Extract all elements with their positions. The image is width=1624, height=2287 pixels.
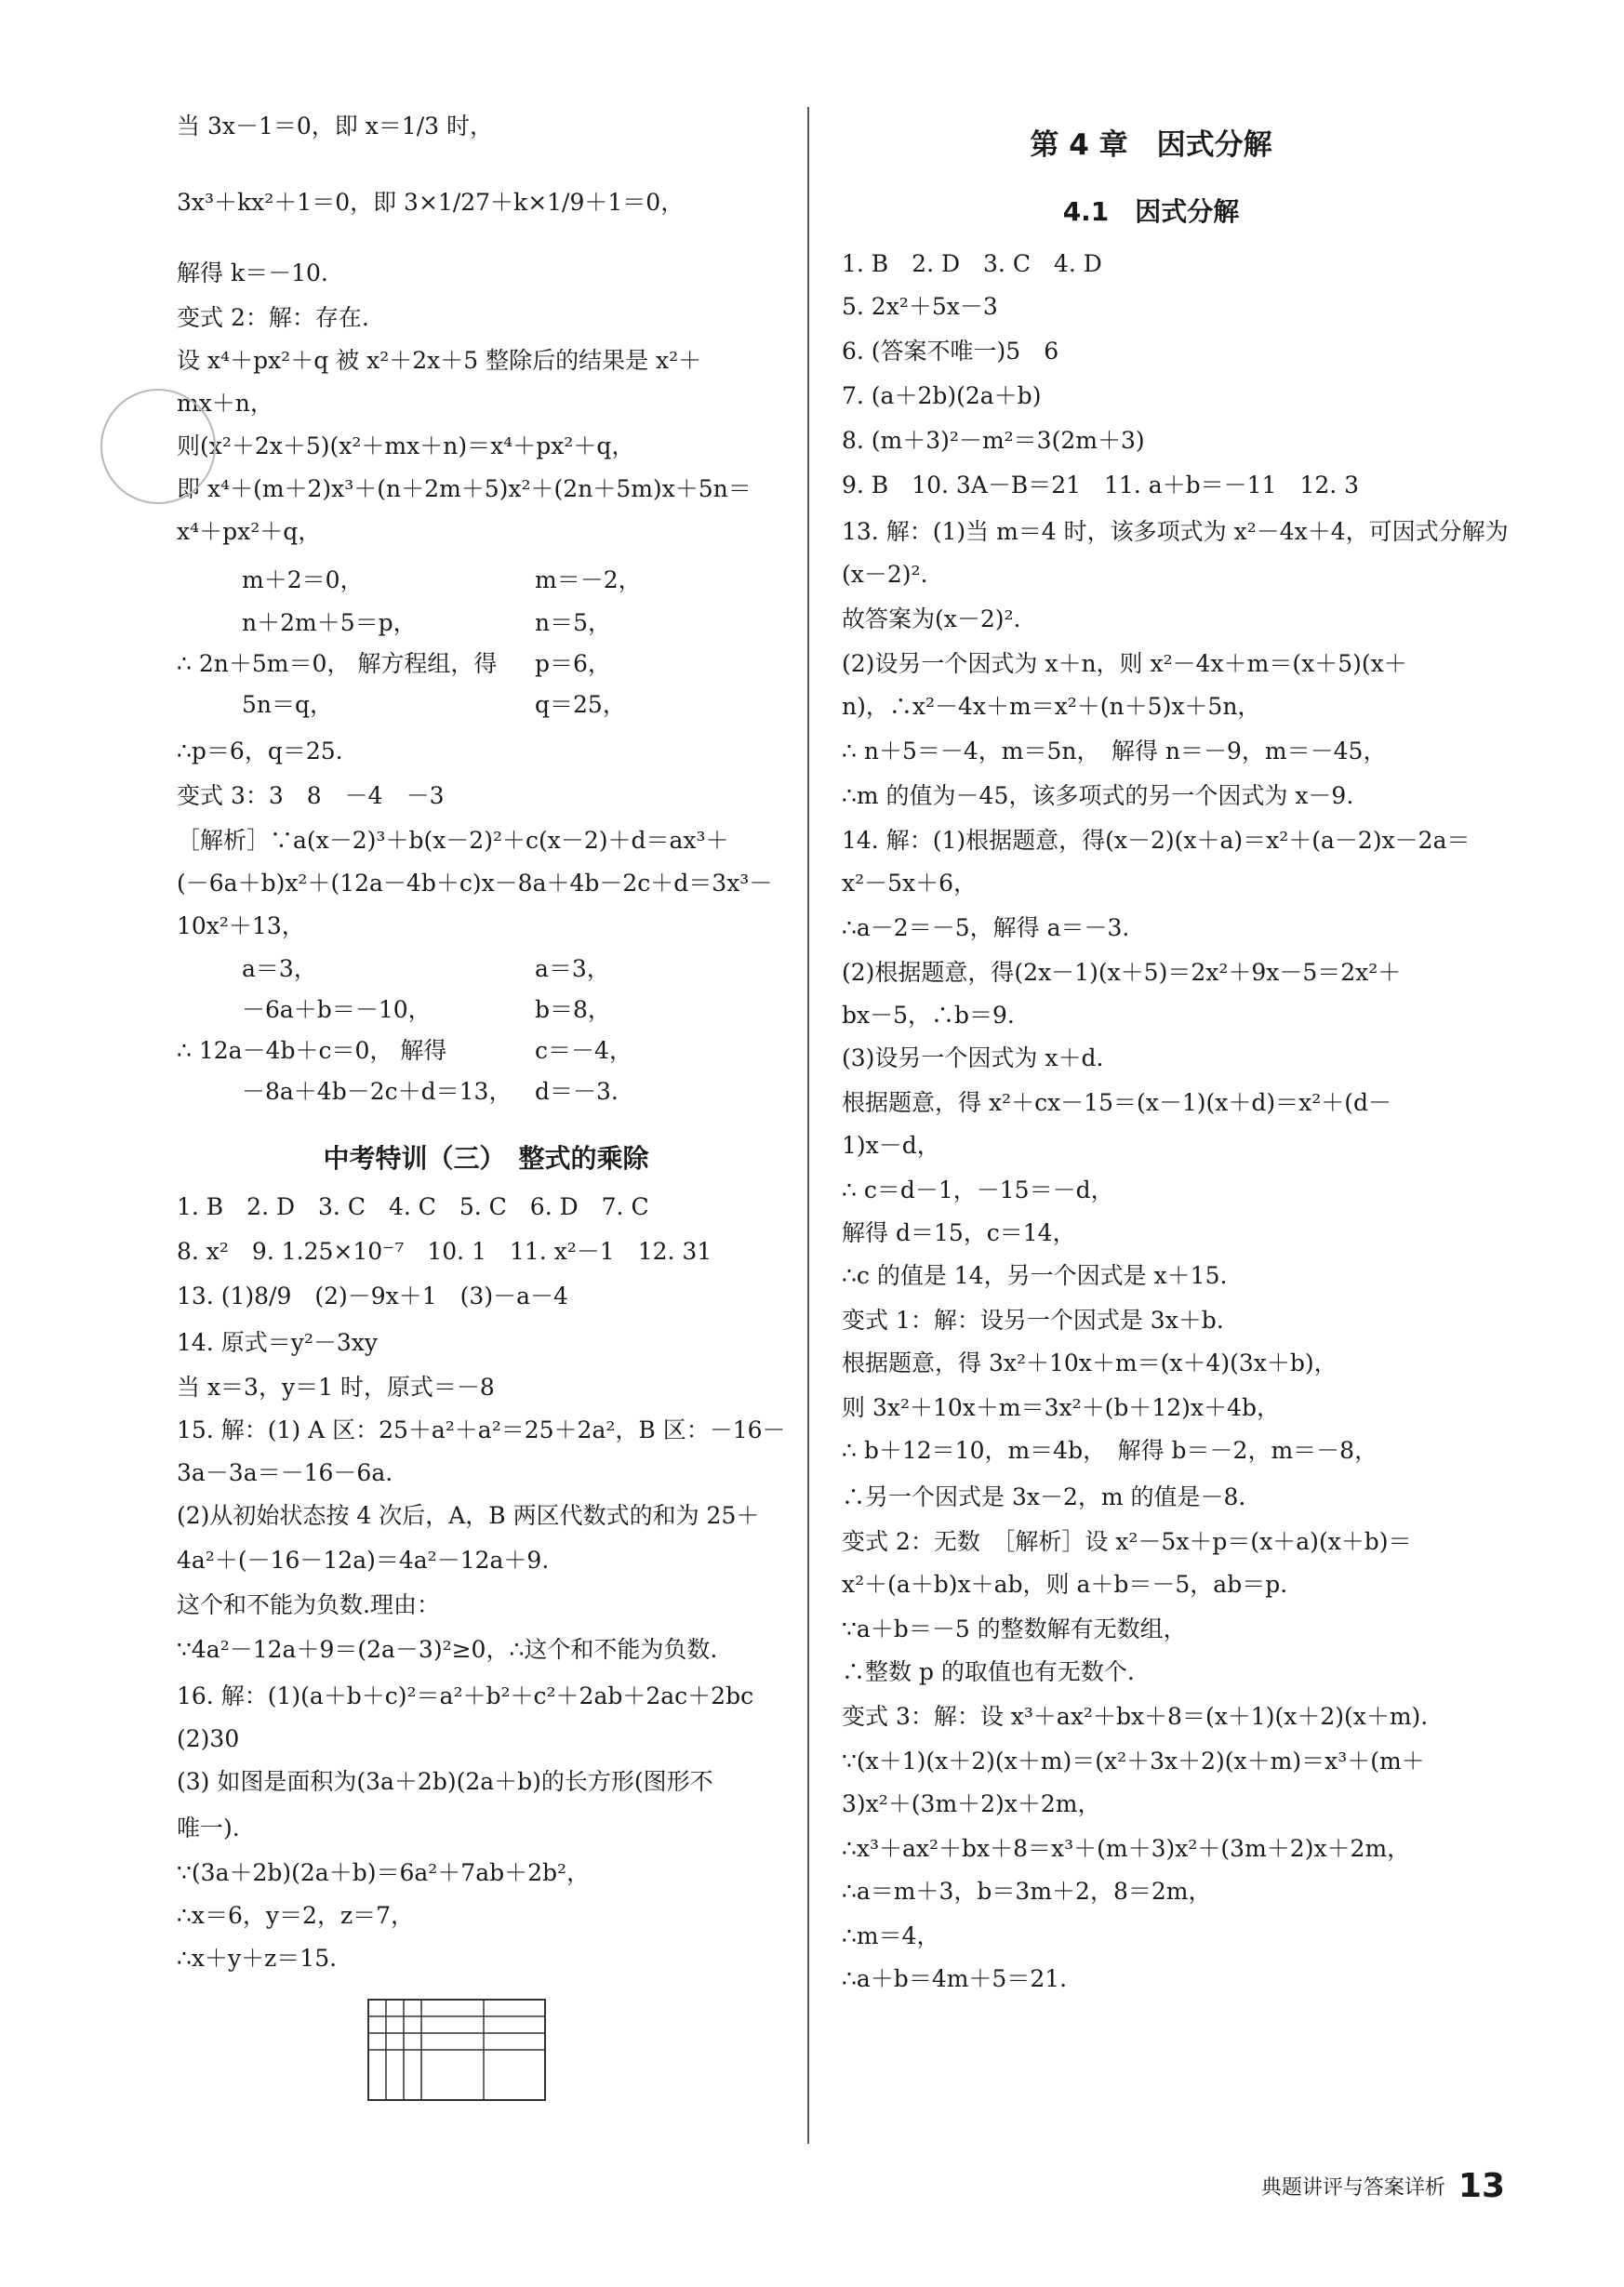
left-line: ∴ 2n＋5m＝0， 解方程组，得	[177, 650, 498, 677]
left-line: 1. B 2. D 3. C 4. C 5. C 6. D 7. C	[177, 1193, 649, 1220]
left-line: 变式 3：3 8 －4 －3	[177, 782, 445, 809]
right-line: ∴ c＝d－1，－15＝－d，	[842, 1177, 1114, 1203]
left-line: ∴ 12a－4b＋c＝0， 解得	[177, 1037, 447, 1064]
left-line: ∵4a²－12a＋9＝(2a－3)²≥0，∴这个和不能为负数.	[177, 1636, 718, 1663]
right-line: 变式 1：解：设另一个因式是 3x＋b.	[842, 1307, 1224, 1334]
right-line: ∴另一个因式是 3x－2，m 的值是－8.	[842, 1483, 1246, 1510]
left-line: n＋2m＋5＝p，	[242, 609, 417, 636]
right-line: 故答案为(x－2)².	[842, 605, 1021, 632]
left-line: b＝8，	[535, 996, 611, 1023]
left-line: 当 x＝3，y＝1 时，原式＝－8	[177, 1374, 495, 1401]
right-line: (2)根据题意，得(2x－1)(x＋5)＝2x²＋9x－5＝2x²＋	[842, 959, 1402, 986]
left-line: 3x³＋kx²＋1＝0，即 3×1/27＋k×1/9＋1＝0，	[177, 189, 685, 216]
left-line: 4a²＋(－16－12a)＝4a²－12a＋9.	[177, 1547, 550, 1574]
right-line: ∵(x＋1)(x＋2)(x＋m)＝(x²＋3x＋2)(x＋m)＝x³＋(m＋	[842, 1748, 1425, 1775]
right-line: 第 4 章 因式分解	[1030, 128, 1272, 162]
left-line: m＝－2，	[535, 566, 642, 593]
left-line: d＝－3.	[535, 1078, 619, 1105]
right-line: 1. B 2. D 3. C 4. D	[842, 250, 1102, 277]
left-line: mx＋n，	[177, 390, 273, 417]
left-line: －6a＋b＝－10，	[242, 996, 432, 1023]
left-line: 3a－3a＝－16－6a.	[177, 1459, 393, 1486]
left-line: (2)从初始状态按 4 次后，A，B 两区代数式的和为 25＋	[177, 1502, 760, 1529]
left-line: (3) 如图是面积为(3a＋2b)(2a＋b)的长方形(图形不	[177, 1768, 713, 1795]
left-line: m＋2＝0，	[242, 566, 364, 593]
left-line: 10x²＋13，	[177, 912, 305, 939]
left-line: a＝3，	[242, 955, 317, 982]
right-line: ∴c 的值是 14，另一个因式是 x＋15.	[842, 1262, 1228, 1289]
left-line: c＝－4，	[535, 1037, 632, 1064]
left-line: (－6a＋b)x²＋(12a－4b＋c)x－8a＋4b－2c＋d＝3x³－	[177, 870, 773, 897]
footer-text: 典题讲评与答案详析	[1260, 2176, 1445, 2200]
page-footer	[1261, 2167, 1505, 2205]
right-line: 根据题意，得 3x²＋10x＋m＝(x＋4)(3x＋b)，	[842, 1350, 1338, 1376]
rectangle-figure	[353, 1990, 553, 2111]
right-line: 根据题意，得 x²＋cx－15＝(x－1)(x＋d)＝x²＋(d－	[842, 1089, 1391, 1116]
left-line: 16. 解：(1)(a＋b＋c)²＝a²＋b²＋c²＋2ab＋2ac＋2bc	[177, 1682, 754, 1709]
right-line: 解得 d＝15，c＝14，	[842, 1219, 1076, 1246]
right-line: 14. 解：(1)根据题意，得(x－2)(x＋a)＝x²＋(a－2)x－2a＝	[842, 827, 1471, 854]
right-line: 6. (答案不唯一)5 6	[842, 338, 1059, 365]
left-line: a＝3，	[535, 955, 610, 982]
right-line: 则 3x²＋10x＋m＝3x²＋(b＋12)x＋4b，	[842, 1394, 1280, 1421]
right-line: ∴a＋b＝4m＋5＝21.	[842, 1965, 1068, 1992]
right-line: (3)设另一个因式为 x＋d.	[842, 1044, 1104, 1071]
left-line: (2)30	[177, 1725, 240, 1752]
left-line: x⁴＋px²＋q，	[177, 518, 322, 545]
left-line: 解得 k＝－10.	[177, 259, 328, 286]
right-line: ∴ b＋12＝10，m＝4b， 解得 b＝－2，m＝－8，	[842, 1437, 1378, 1464]
homework-stamp	[100, 389, 216, 504]
left-line: 5n＝q，	[242, 691, 334, 718]
left-line: 13. (1)8/9 (2)－9x＋1 (3)－a－4	[177, 1283, 568, 1310]
right-line: ∴整数 p 的取值也有无数个.	[842, 1658, 1135, 1685]
right-line: 变式 2：无数 ［解析］设 x²－5x＋p＝(x＋a)(x＋b)＝	[842, 1528, 1412, 1555]
left-line: 14. 原式＝y²－3xy	[177, 1329, 378, 1356]
right-line: 9. B 10. 3A－B＝21 11. a＋b＝－11 12. 3	[842, 472, 1360, 499]
right-line: ∴m 的值为－45，该多项式的另一个因式为 x－9.	[842, 782, 1354, 809]
page-number: 13	[1458, 2167, 1505, 2205]
right-line: 4.1 因式分解	[1062, 196, 1240, 227]
left-line: p＝6，	[535, 650, 611, 677]
left-line: n＝5，	[535, 609, 612, 636]
right-line: ∴m＝4，	[842, 1922, 940, 1949]
right-line: x²＋(a＋b)x＋ab，则 a＋b＝－5，ab＝p.	[842, 1571, 1288, 1598]
left-line: ∴x＝6，y＝2，z＝7，	[177, 1902, 415, 1929]
left-line: 15. 解：(1) A 区：25＋a²＋a²＝25＋2a²，B 区：－16－	[177, 1416, 786, 1443]
left-line: ∴p＝6，q＝25.	[177, 738, 343, 765]
left-line: 唯一).	[177, 1815, 240, 1842]
left-line: ∴x＋y＋z＝15.	[177, 1945, 338, 1972]
left-line: 8. x² 9. 1.25×10⁻⁷ 10. 1 11. x²－1 12. 31	[177, 1238, 712, 1265]
right-line: ∴a－2＝－5，解得 a＝－3.	[842, 914, 1130, 941]
right-line: ∴a＝m＋3，b＝3m＋2，8＝2m，	[842, 1878, 1212, 1905]
right-line: 变式 3：解：设 x³＋ax²＋bx＋8＝(x＋1)(x＋2)(x＋m).	[842, 1703, 1429, 1730]
right-line: bx－5，∴b＝9.	[842, 1002, 1015, 1029]
right-line: 13. 解：(1)当 m＝4 时，该多项式为 x²－4x＋4，可因式分解为	[842, 518, 1509, 545]
column-divider	[807, 107, 809, 2144]
right-line: ∵a＋b＝－5 的整数解有无数组，	[842, 1616, 1187, 1642]
left-line: 这个和不能为负数.理由：	[177, 1591, 440, 1618]
right-line: ∴x³＋ax²＋bx＋8＝x³＋(m＋3)x²＋(3m＋2)x＋2m，	[842, 1835, 1411, 1862]
left-line: 即 x⁴＋(m＋2)x³＋(n＋2m＋5)x²＋(2n＋5m)x＋5n＝	[177, 475, 752, 502]
right-line: 3)x²＋(3m＋2)x＋2m，	[842, 1790, 1101, 1817]
left-line: 则(x²＋2x＋5)(x²＋mx＋n)＝x⁴＋px²＋q，	[177, 432, 635, 459]
right-line: (x－2)².	[842, 561, 928, 588]
left-line: ［解析］∵a(x－2)³＋b(x－2)²＋c(x－2)＋d＝ax³＋	[177, 827, 729, 854]
left-line: 当 3x－1＝0，即 x＝1/3 时，	[177, 113, 493, 140]
left-line: 中考特训（三） 整式的乘除	[323, 1143, 649, 1174]
right-line: 1)x－d，	[842, 1132, 940, 1159]
left-line: －8a＋4b－2c＋d＝13，	[242, 1078, 512, 1105]
right-line: n)，∴x²－4x＋m＝x²＋(n＋5)x＋5n，	[842, 693, 1261, 720]
left-line: 变式 2：解：存在.	[177, 304, 369, 331]
left-line: ∵(3a＋2b)(2a＋b)＝6a²＋7ab＋2b²，	[177, 1859, 591, 1886]
right-line: 5. 2x²＋5x－3	[842, 293, 998, 320]
right-line: 7. (a＋2b)(2a＋b)	[842, 382, 1042, 409]
left-line: q＝25，	[535, 691, 626, 718]
left-line: 设 x⁴＋px²＋q 被 x²＋2x＋5 整除后的结果是 x²＋	[177, 347, 702, 374]
right-line: (2)设另一个因式为 x＋n，则 x²－4x＋m＝(x＋5)(x＋	[842, 650, 1407, 677]
right-line: ∴ n＋5＝－4，m＝5n， 解得 n＝－9，m＝－45，	[842, 738, 1387, 765]
right-line: x²－5x＋6，	[842, 870, 978, 897]
right-line: 8. (m＋3)²－m²＝3(2m＋3)	[842, 427, 1145, 454]
